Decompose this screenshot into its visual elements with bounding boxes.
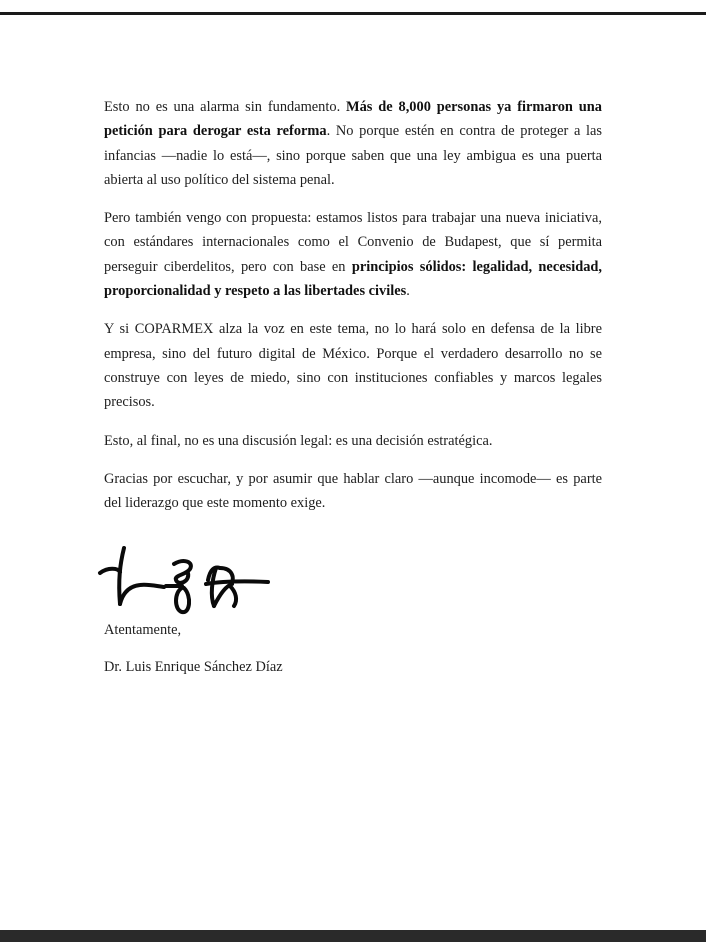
paragraph-text: .: [406, 283, 410, 300]
paragraph-bold-text: Más de 8,000 personas ya firmaron una petición para derogar esta reforma: [104, 99, 602, 140]
paragraph: [104, 206, 602, 303]
letter-body: [104, 95, 602, 529]
paragraph-text: Gracias por escuchar, y por asumir que hablar claro —aunque incomode— es parte del liderazgo que este momento exige.: [104, 470, 602, 512]
paragraph: [104, 429, 602, 453]
handwritten-signature: [96, 540, 271, 620]
paragraph-text: Esto, al final, no es una discusión legal: es una decisión estratégica.: [104, 432, 493, 449]
author-name: Dr. Luis Enrique Sánchez Díaz: [104, 659, 283, 675]
paragraph: [104, 467, 602, 516]
paragraph-bold-text: principios sólidos: legalidad, necesidad, proporcionalidad y respeto a las libertades civiles: [104, 258, 602, 300]
paragraph: [104, 95, 602, 192]
paragraph-text: Esto no es una alarma sin fundamento.: [104, 99, 347, 115]
paragraph-text: . No porque estén en contra de proteger a las infancias —nadie lo está—, sino porque saben que una ley ambigua es una puerta abierta al uso político del sistema penal.: [104, 123, 603, 188]
paragraph: [104, 317, 602, 414]
bottom-bar: [0, 930, 706, 942]
top-border-rule: [0, 12, 706, 15]
closing-line: Atentamente,: [104, 622, 182, 638]
paragraph-text: Y si COPARMEX alza la voz en este tema, no lo hará solo en defensa de la libre empresa, sino del futuro digital de México. Porque el verdadero desarrollo no se construye con leyes de miedo, sino con instituciones confiables y marcos legales precisos.: [104, 321, 602, 411]
paragraph-text: Pero también vengo con propuesta: estamos listos para trabajar una nueva iniciativa, con estándares internacionales como el Convenio de Budapest, que sí permita perseguir ciberdelitos, pero con base en: [104, 210, 602, 275]
